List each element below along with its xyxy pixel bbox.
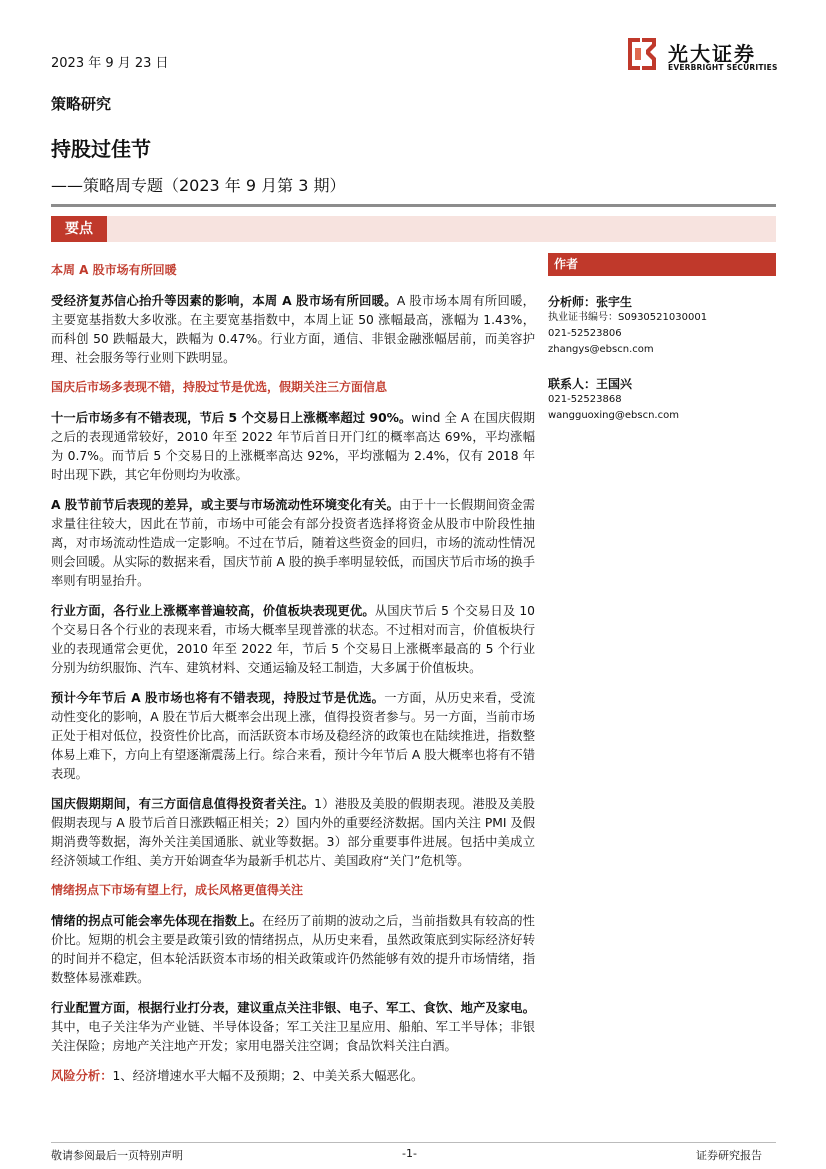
paragraph-body: 在经历了前期的波动之后，当前指数具有较高的性价比。短期的机会主要是政策引致的情绪拐点，从历史来看，虽然政策底到实际经济好转的时间并不稳定，但本轮活跃资本市场的相关政策或许仍然能够有效的提升市场情绪，指数整体易涨难跌。 <box>51 914 535 985</box>
logo-english-name: EVERBRIGHT SECURITIES <box>668 63 778 72</box>
report-category: 策略研究 <box>51 95 112 113</box>
paragraph-lead: 行业方面，各行业上涨概率普遍较高，价值板块表现更优。 <box>51 604 375 618</box>
analyst-email[interactable]: zhangys@ebscn.com <box>548 344 654 355</box>
analyst-name: 分析师：张宇生 <box>548 295 633 309</box>
paragraph <box>51 912 535 988</box>
paragraph-body: 其中，电子关注华为产业链、半导体设备；军工关注卫星应用、船舶、军工半导体；非银关注保险；房地产关注地产开发；家用电器关注空调；食品饮料关注白酒。 <box>51 1020 535 1053</box>
paragraph-lead: 情绪的拐点可能会率先体现在指数上。 <box>51 914 263 928</box>
risk-label: 风险分析： <box>51 1069 113 1083</box>
paragraph-lead: A 股节前节后表现的差异，或主要与市场流动性环境变化有关。 <box>51 498 399 512</box>
contact-phone: 021-52523868 <box>548 394 622 405</box>
section-heading: 国庆后市场多表现不错，持股过节是优选，假期关注三方面信息 <box>51 380 388 394</box>
header-divider <box>51 204 776 207</box>
keypoints-label: 要点 <box>51 216 107 242</box>
risk-analysis <box>51 1067 535 1086</box>
paragraph-lead: 受经济复苏信心抬升等因素的影响，本周 A 股市场有所回暖。 <box>51 294 397 308</box>
report-subtitle: ——策略周专题（2023 年 9 月第 3 期） <box>51 176 346 195</box>
section-heading: 本周 A 股市场有所回暖 <box>51 263 177 277</box>
paragraph-body: 由于十一长假期间资金需求量往往较大，因此在节前，市场中可能会有部分投资者选择将资金从股市中阶段性抽离，对市场流动性造成一定影响。不过在节后，随着这些资金的回归，市场的流动性情况则会回暖。从实际的数据来看，国庆节前 A 股的换手率明显较低，而国庆节后市场的换手率则有明显抬升。 <box>51 498 535 588</box>
report-title: 持股过佳节 <box>51 137 151 161</box>
contact-name: 联系人：王国兴 <box>548 377 633 391</box>
logo-chinese-name: 光大证券 <box>668 42 756 66</box>
paragraph-body: 一方面，从历史来看，受流动性变化的影响，A 股在节后大概率会出现上涨，值得投资者参与。另一方面，当前市场正处于相对低位，投资性价比高，而活跃资本市场及稳经济的政策也在陆续推进，指数整体易上难下，方向上有望逐渐震荡上行。综合来看，预计今年节后 A 股大概率也将有不错表现。 <box>51 691 535 781</box>
footer-report-type: 证券研究报告 <box>696 1149 762 1162</box>
author-sidebar <box>548 253 776 424</box>
paragraph <box>51 602 535 678</box>
paragraph <box>51 292 535 368</box>
author-header: 作者 <box>548 253 776 276</box>
paragraph-body: 从国庆节后 5 个交易日及 10 个交易日各个行业的表现来看，市场大概率呈现普涨的状态。不过相对而言，价值板块行业的表现通常会更优，2010 年至 2022 年，节后 5 个交易日上涨概率最高的 5 个行业分别为纺织服饰、汽车、建筑材料、交通运输及轻工制造，大多属于价值板块。 <box>51 604 535 675</box>
paragraph-body: A 股市场本周有所回暖，主要宽基指数大多收涨。在主要宽基指数中，本周上证 50 涨幅最高，涨幅为 1.43%，而科创 50 跌幅最大，跌幅为 0.47%。行业方面，通信、非银金融涨幅居前，而美容护理、社会服务等行业则下跌明显。 <box>51 294 535 365</box>
main-content <box>51 262 535 1086</box>
paragraph <box>51 795 535 871</box>
paragraph <box>51 496 535 591</box>
paragraph-body: 1）港股及美股的假期表现。港股及美股假期表现与 A 股节后首日涨跌幅正相关；2）国内外的重要经济数据。国内关注 PMI 及假期消费等数据，海外关注美国通胀、就业等数据。3）部分重要事件进展。包括中美成立经济领域工作组、美方开始调查华为最新手机芯片、美国政府“关门”危机等。 <box>51 797 535 868</box>
contact-email[interactable]: wangguoxing@ebscn.com <box>548 410 679 421</box>
paragraph-lead: 十一后市场多有不错表现，节后 5 个交易日上涨概率超过 90%。 <box>51 411 412 425</box>
everbright-logo-mark-icon <box>624 36 660 72</box>
everbright-logo <box>624 36 784 76</box>
paragraph <box>51 689 535 784</box>
paragraph-lead: 预计今年节后 A 股市场也将有不错表现，持股过节是优选。 <box>51 691 385 705</box>
footer-disclaimer: 敬请参阅最后一页特别声明 <box>51 1149 183 1162</box>
paragraph <box>51 999 535 1056</box>
footer-divider <box>51 1142 776 1143</box>
paragraph-lead: 国庆假期期间，有三方面信息值得投资者关注。 <box>51 797 315 811</box>
page-number: -1- <box>402 1147 417 1160</box>
paragraph-lead: 行业配置方面，根据行业打分表，建议重点关注非银、电子、军工、食饮、地产及家电。 <box>51 1001 535 1015</box>
paragraph-body: wind 全 A 在国庆假期之后的表现通常较好，2010 年至 2022 年节后首日开门红的概率高达 69%，平均涨幅为 0.7%。而节后 5 个交易日的上涨概率高达 92%，平均涨幅为 2.4%，仅有 2018 年时出现下跌，其它年份则均为收涨。 <box>51 411 535 482</box>
paragraph <box>51 409 535 485</box>
analyst-phone: 021-52523806 <box>548 328 622 339</box>
report-date: 2023 年 9 月 23 日 <box>51 56 169 71</box>
analyst-license: 执业证书编号：S0930521030001 <box>548 312 708 323</box>
risk-text: 1、经济增速水平大幅不及预期；2、中美关系大幅恶化。 <box>112 1069 424 1083</box>
section-heading: 情绪拐点下市场有望上行，成长风格更值得关注 <box>51 883 304 897</box>
keypoints-banner <box>51 216 776 242</box>
